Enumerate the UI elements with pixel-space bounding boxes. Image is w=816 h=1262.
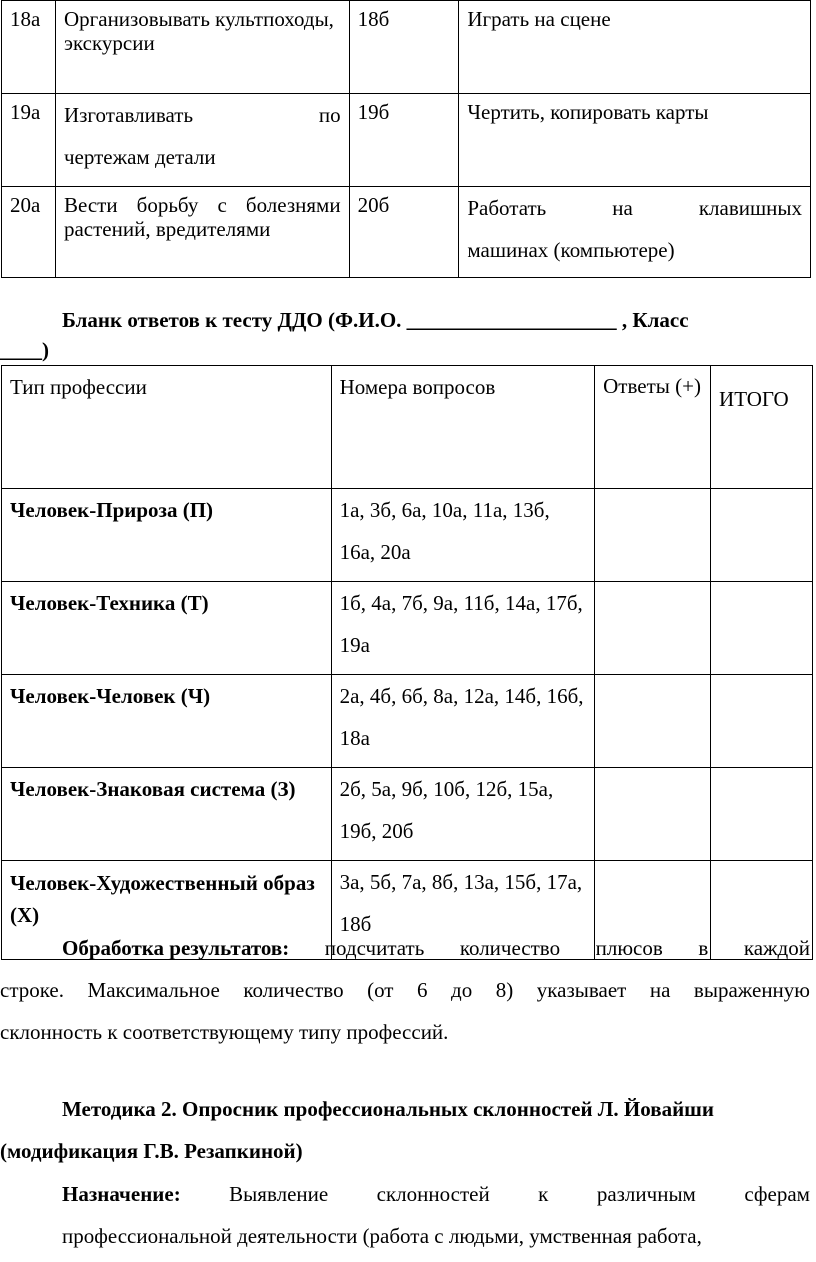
table-row (2, 187, 811, 278)
table-row (2, 675, 813, 768)
item-text-word: Изготавливать (63, 103, 194, 127)
paragraph-word: различным (596, 1182, 696, 1206)
questions-table (1, 0, 811, 278)
item-number: 19а (2, 94, 56, 187)
paragraph-word: подсчитать (324, 936, 425, 960)
item-text: Вести борьбу с болезнями растений, вредителями (55, 187, 349, 278)
heading-line: (модификация Г.В. Резапкиной) (0, 1139, 303, 1163)
column-header: Тип профессии (2, 366, 332, 489)
question-numbers: 1а, 3б, 6а, 10а, 11а, 13б, 16а, 20а (331, 489, 595, 582)
question-numbers: 2б, 5а, 9б, 10б, 12б, 15а, 19б, 20б (331, 768, 595, 861)
column-header: ИТОГО (711, 366, 813, 489)
table-header-row (2, 366, 813, 489)
paragraph-word: Максимальное (87, 978, 220, 1002)
table-row (2, 94, 811, 187)
answers-cell[interactable] (595, 768, 711, 861)
profession-type: Человек-Человек (Ч) (2, 675, 332, 768)
answer-table (1, 365, 813, 960)
paragraph-word: строке. (0, 978, 65, 1002)
processing-label: Обработка результатов: (62, 936, 290, 960)
paragraph-word: на (649, 978, 671, 1002)
paragraph-line: склонность к соответствующему типу профессий. (0, 1020, 449, 1044)
item-text-word: на (612, 196, 633, 220)
profession-type: Человек-Знаковая система (З) (2, 768, 332, 861)
paragraph-word: плюсов (595, 936, 663, 960)
item-text (55, 94, 349, 187)
paragraph-line: профессиональной деятельности (работа с людьми, умственная работа, (62, 1224, 702, 1248)
column-header: Ответы (+) (595, 366, 711, 489)
answers-cell[interactable] (595, 675, 711, 768)
total-cell[interactable] (711, 582, 813, 675)
heading-line: Бланк ответов к тесту ДДО (Ф.И.О. ____________________ , Класс (62, 308, 689, 332)
item-text-word: Работать (467, 196, 547, 220)
item-text (459, 187, 811, 278)
paragraph-word: сферам (744, 1182, 810, 1206)
profession-type: Человек-Художественный образ (Х) (2, 861, 332, 960)
paragraph-word: Выявление (229, 1182, 329, 1206)
paragraph-word: склонностей (376, 1182, 490, 1206)
paragraph-word: в (698, 936, 709, 960)
paragraph-word: каждой (743, 936, 810, 960)
paragraph-word: 6 (417, 978, 428, 1002)
heading-line: Методика 2. Опросник профессиональных склонностей Л. Йовайши (62, 1097, 715, 1121)
total-cell[interactable] (711, 489, 813, 582)
method-heading (0, 1088, 810, 1172)
profession-type: Человек-Техника (Т) (2, 582, 332, 675)
item-text-line: чертежам детали (63, 145, 216, 169)
item-text-word: по (318, 103, 341, 127)
paragraph-word: (от (367, 978, 394, 1002)
question-numbers: 3а, 5б, 7а, 8б, 13а, 15б, 17а, 18б (331, 861, 595, 960)
item-number: 20а (2, 187, 56, 278)
item-text-line: машинах (компьютере) (467, 238, 675, 262)
paragraph-word: к (538, 1182, 549, 1206)
paragraph-word: количество (243, 978, 344, 1002)
paragraph-word: выраженную (693, 978, 810, 1002)
item-number: 20б (349, 187, 459, 278)
processing-paragraph (0, 927, 810, 1053)
table-row (2, 1, 811, 94)
table-row (2, 489, 813, 582)
paragraph-word: до (451, 978, 473, 1002)
purpose-paragraph (0, 1173, 810, 1257)
item-number: 18б (349, 1, 459, 94)
item-text: Чертить, копировать карты (459, 94, 811, 187)
table-row (2, 582, 813, 675)
question-numbers: 1б, 4а, 7б, 9а, 11б, 14а, 17б, 19а (331, 582, 595, 675)
paragraph-word: указывает (536, 978, 627, 1002)
answers-cell[interactable] (595, 582, 711, 675)
paragraph-word: 8) (495, 978, 514, 1002)
total-cell[interactable] (711, 768, 813, 861)
paragraph-word: количество (459, 936, 561, 960)
item-number: 19б (349, 94, 459, 187)
item-text: Играть на сцене (459, 1, 811, 94)
column-header: Номера вопросов (331, 366, 595, 489)
item-number: 18а (2, 1, 56, 94)
profession-type: Человек-Прироза (П) (2, 489, 332, 582)
question-numbers: 2а, 4б, 6б, 8а, 12а, 14б, 16б, 18а (331, 675, 595, 768)
item-text-word: клавишных (698, 196, 802, 220)
purpose-label: Назначение: (62, 1182, 181, 1206)
total-cell[interactable] (711, 675, 813, 768)
table-row (2, 768, 813, 861)
item-text: Организовывать культпоходы, экскурсии (55, 1, 349, 94)
answers-cell[interactable] (595, 489, 711, 582)
heading-line: ____) (0, 338, 49, 362)
